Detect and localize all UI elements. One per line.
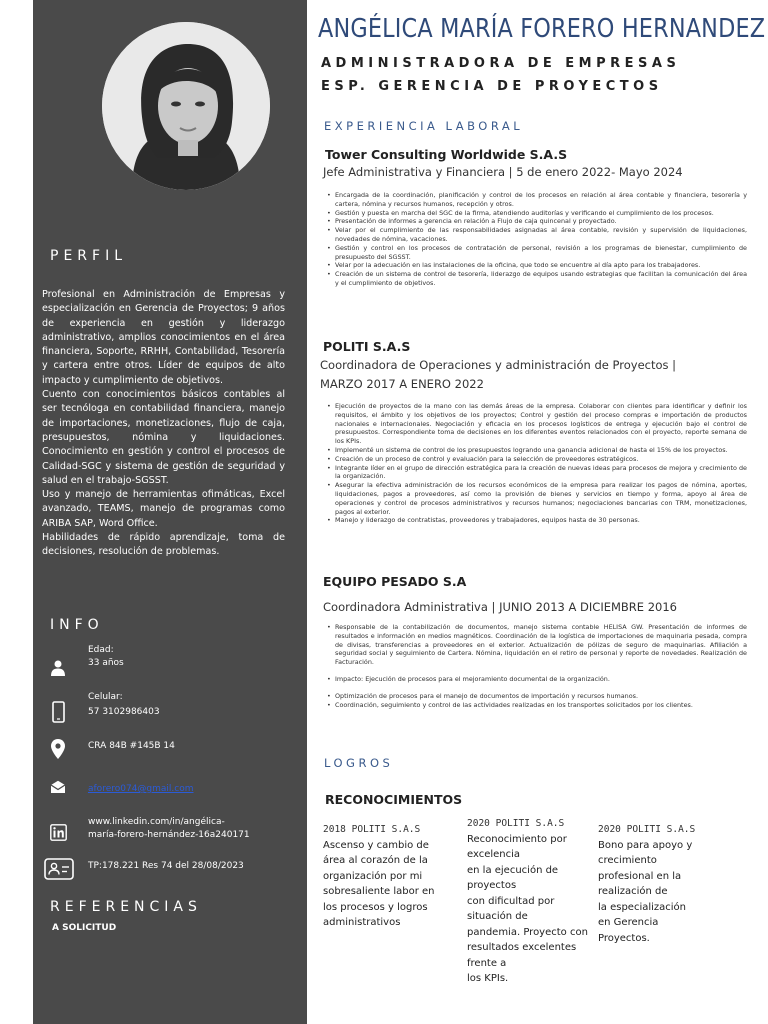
email-link[interactable]: aforero074@gmail.com — [88, 784, 194, 794]
perfil-heading: PERFIL — [50, 248, 127, 264]
list-item: • Creación de un proceso de control y evaluación para la selección de proveedores estratégicos. — [327, 455, 747, 464]
achievement-text: Reconocimiento por — [467, 833, 567, 845]
achievement-text: en Gerencia — [598, 917, 659, 928]
job-role: Coordinadora Administrativa | JUNIO 2013 A DICIEMBRE 2016 — [323, 600, 677, 614]
achievement-text: excelencia — [467, 849, 521, 860]
list-item: • Velar por el cumplimiento de las responsabilidades asignadas al área contable, revisión y supervisión de liquidaciones, novedades de nómina, vacaciones. — [327, 226, 747, 244]
job-dates: MARZO 2017 A ENERO 2022 — [320, 377, 484, 391]
achievement-text: organización por mi — [323, 870, 423, 882]
email-icon — [43, 774, 73, 800]
list-item: • Creación de un sistema de control de tesorería, liderazgo de equipos usando estrategias que facilitan la comunicación del área y el cumplimiento de objetivos. — [327, 270, 747, 288]
achievement-text: administrativos — [323, 917, 401, 928]
job-responsibilities — [327, 191, 747, 288]
list-item: • Ejecución de proyectos de la mano con las demás áreas de la empresa. Colaborar con clientes para identificar y definir los requisitos, el ámbito y los objetivos de los proyectos; Control y gestión del proceso compras e importación de productos nacionales e internacionales. Negociación y eficacia en los procesos logísticos de entrega y ejecución bajo el control de presupuestos. Correspondiente toma de decisiones en los diferentes eventos relacionados con el proyecto, reporte semana de los KPIs. — [327, 402, 747, 446]
linkedin-line-1[interactable]: www.linkedin.com/in/angélica- — [88, 817, 225, 827]
list-item: • Encargada de la coordinación, planificación y control de los procesos en relación al área contable y financiera, tesorería y cartera, nómina y recursos humanos, recepción y otros. — [327, 191, 747, 209]
address-text: CRA 84B #145B 14 — [88, 741, 175, 751]
list-item: • Gestión y puesta en marcha del SGC de la firma, atendiendo auditorías y verificando el cumplimiento de los procesos. — [327, 209, 747, 218]
title-specialization: ESP. GERENCIA DE PROYECTOS — [321, 79, 663, 94]
achievement-text: resultados excelentes — [467, 942, 577, 953]
achievement-text: la especialización — [598, 901, 687, 913]
linkedin-icon — [43, 819, 73, 845]
job-responsibilities — [327, 402, 747, 525]
logros-heading: LOGROS — [324, 756, 394, 770]
achievement-item — [467, 816, 602, 987]
info-heading: INFO — [50, 617, 104, 633]
achievement-text: proyectos — [467, 880, 517, 891]
achievement-text: crecimiento — [598, 855, 657, 866]
achievement-text: los procesos y logros — [323, 901, 428, 913]
achievement-text: realización de — [598, 886, 668, 897]
full-name: ANGÉLICA MARÍA FORERO HERNANDEZ — [318, 14, 766, 44]
list-item: • Impacto: Ejecución de procesos para el mejoramiento documental de la organización. — [327, 675, 747, 684]
achievement-year: 2018 POLITI S.A.S — [323, 824, 421, 835]
phone-value: 57 3102986403 — [88, 707, 160, 717]
achievement-text: profesional en la — [598, 870, 682, 882]
referencias-heading: REFERENCIAS — [50, 899, 202, 915]
title-profession: ADMINISTRADORA DE EMPRESAS — [321, 56, 681, 71]
reconocimientos-heading: RECONOCIMIENTOS — [325, 792, 463, 807]
achievement-text: Bono para apoyo y — [598, 839, 693, 851]
achievement-text: área al corazón de la — [323, 855, 428, 866]
achievement-year: 2020 POLITI S.A.S — [598, 824, 696, 835]
achievement-text: Ascenso y cambio de — [323, 839, 429, 851]
phone-icon — [43, 699, 73, 725]
list-item: • Optimización de procesos para el manejo de documentos de importación y recursos humanos. — [327, 692, 747, 701]
tp-text: TP:178.221 Res 74 del 28/08/2023 — [88, 861, 244, 871]
list-item: • Integrante líder en el grupo de dirección estratégica para la creación de nuevas ideas para procesos de mejora y crecimiento de la organización. — [327, 464, 747, 482]
achievement-item — [323, 822, 458, 931]
list-item: • Implementé un sistema de control de los presupuestos logrando una ganancia adicional de hasta el 15% de los proyectos. — [327, 446, 747, 455]
list-item: • Velar por la adecuación en las instalaciones de la oficina, que todo se encuentre al día apto para los trabajadores. — [327, 261, 747, 270]
achievement-text: con dificultad por — [467, 895, 555, 907]
sidebar — [33, 0, 307, 1024]
company-name: EQUIPO PESADO S.A — [323, 574, 467, 589]
profile-paragraph: Profesional en Administración de Empresas y especialización en Gerencia de Proyectos; 9 años de experiencia en gestión y liderazgo administrativo, amplios conocimientos en el área financiera, Soporte, RRHH, Contabilidad, Tesorería y cartera entre otros. Líder de equipos de alto impacto y cumplimiento de objetivos. — [42, 289, 285, 386]
achievement-text: en la ejecución de — [467, 864, 559, 876]
job-role: Coordinadora de Operaciones y administración de Proyectos | — [320, 358, 677, 372]
achievement-text: Proyectos. — [598, 932, 650, 944]
location-pin-icon — [43, 736, 73, 762]
referencias-value: A SOLICITUD — [52, 923, 117, 933]
achievement-year: 2020 POLITI S.A.S — [467, 818, 565, 829]
profile-paragraph: Uso y manejo de herramientas ofimáticas, Excel avanzado, TEAMS, manejo de programas como ARIBA SAP, Word Office. — [42, 489, 285, 529]
achievement-text: situación de — [467, 911, 528, 922]
main-content — [307, 0, 768, 1024]
company-name: Tower Consulting Worldwide S.A.S — [325, 147, 568, 162]
list-item: • Asegurar la efectiva administración de los recursos económicos de la empresa para realizar los pagos de nómina, aportes, liquidaciones, pagos a proveedores, así como la provisión de bienes y servicios en tiempo y forma, apoyo al área de operaciones y control de procesos administrativos y recursos humanos; negociaciones bancarias con TRM, monetizaciones, pagos al exterior. — [327, 481, 747, 516]
profile-photo — [102, 22, 270, 190]
list-item: • Manejo y liderazgo de contratistas, proveedores y trabajadores, equipos hasta de 30 personas. — [327, 516, 747, 525]
job-role: Jefe Administrativa y Financiera | 5 de enero 2022- Mayo 2024 — [323, 165, 683, 179]
profile-paragraph: Cuento con conocimientos básicos contables al ser tecnóloga en contabilidad financiera, manejo de importaciones, monetizaciones, flujo de caja, presupuestos, nómina y liquidaciones. Conocimiento en gestión y control el procesos de Calidad-SGC y sistema de gestión de seguridad y salud en el trabajo-SGSST. — [42, 389, 285, 486]
achievement-text: frente a — [467, 957, 507, 969]
company-name: POLITI S.A.S — [323, 339, 411, 354]
age-value: 33 años — [88, 658, 124, 668]
person-icon — [43, 655, 73, 681]
linkedin-line-2[interactable]: maría-forero-hernández-16a240171 — [88, 830, 250, 840]
id-card-icon — [43, 856, 75, 882]
achievement-text: los KPIs. — [467, 973, 509, 984]
age-label: Edad: — [88, 645, 114, 655]
list-item: • Responsable de la contabilización de documentos, manejo sistema contable HELISA GW. Presentación de informes de resultados e información en medios magnéticos. Coordinación de la logística de importaciones de maquinaria pesada, compra de divisas, transferencias a proveedores en el exterior. Actualización de pólizas de seguro de maquinarias. Afiliación a seguridad social y seguimiento de Cartera. Nómina, liquidación en el retiro de personal y reporte de novedades. Realización de Facturación. — [327, 623, 747, 667]
profile-summary — [42, 288, 285, 560]
list-item: • Coordinación, seguimiento y control de las actividades realizadas en los transportes solicitados por los clientes. — [327, 701, 747, 710]
portrait-image — [102, 22, 270, 190]
job-responsibilities — [327, 623, 747, 709]
profile-paragraph: Habilidades de rápido aprendizaje, toma de decisiones, resolución de problemas. — [42, 532, 285, 558]
achievement-text: sobresaliente labor en — [323, 886, 435, 897]
achievement-text: pandemia. Proyecto con — [467, 926, 588, 938]
achievement-item — [598, 822, 728, 946]
list-item: • Presentación de informes a gerencia en relación a Flujo de caja quincenal y proyectado. — [327, 217, 747, 226]
list-item: • Gestión y control en los procesos de contratación de personal, revisión a los programas de bienestar, cumplimiento de presupuesto del SGSST. — [327, 244, 747, 262]
experiencia-heading: EXPERIENCIA LABORAL — [324, 119, 524, 133]
phone-label: Celular: — [88, 692, 123, 702]
